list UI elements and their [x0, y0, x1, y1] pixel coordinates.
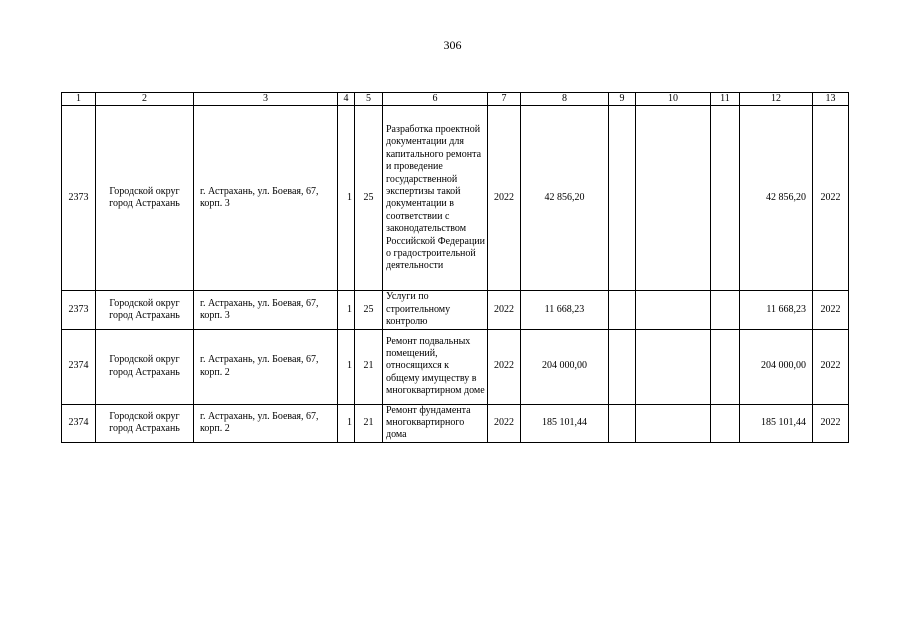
cell-address: г. Астрахань, ул. Боевая, 67, корп. 3	[194, 106, 338, 291]
cell-col10	[636, 404, 711, 442]
column-header: 7	[488, 93, 521, 106]
cell-col9	[609, 106, 636, 291]
cell-address: г. Астрахань, ул. Боевая, 67, корп. 2	[194, 329, 338, 404]
cell-municipality: Городской округ город Астрахань	[96, 329, 194, 404]
table-row	[62, 106, 849, 291]
cell-col9	[609, 291, 636, 329]
cell-col12: 204 000,00	[740, 329, 813, 404]
cell-col10	[636, 291, 711, 329]
cell-col4: 1	[338, 291, 355, 329]
cell-col5: 21	[355, 329, 383, 404]
cell-work-type: Ремонт фундамента многоквартирного дома	[383, 404, 488, 442]
column-header: 3	[194, 93, 338, 106]
cell-col9	[609, 329, 636, 404]
cell-col13: 2022	[813, 329, 849, 404]
cell-col13: 2022	[813, 291, 849, 329]
cell-col5: 25	[355, 291, 383, 329]
cell-total: 204 000,00	[521, 329, 609, 404]
cell-col4: 1	[338, 404, 355, 442]
table-row	[62, 329, 849, 404]
cell-col5: 25	[355, 106, 383, 291]
column-header: 6	[383, 93, 488, 106]
column-header: 9	[609, 93, 636, 106]
cell-col5: 21	[355, 404, 383, 442]
column-header: 11	[711, 93, 740, 106]
cell-year: 2022	[488, 291, 521, 329]
column-header: 2	[96, 93, 194, 106]
cell-col12: 42 856,20	[740, 106, 813, 291]
cell-id: 2373	[62, 106, 96, 291]
cell-work-type: Ремонт подвальных помещений, относящихся к общему имуществу в многоквартирном доме	[383, 329, 488, 404]
cell-total: 11 668,23	[521, 291, 609, 329]
cell-col12: 185 101,44	[740, 404, 813, 442]
table-row	[62, 404, 849, 442]
cell-col11	[711, 329, 740, 404]
cell-col10	[636, 329, 711, 404]
page-number: 306	[443, 38, 462, 52]
cell-total: 42 856,20	[521, 106, 609, 291]
cell-col13: 2022	[813, 106, 849, 291]
header-row	[62, 93, 849, 106]
cell-col10	[636, 106, 711, 291]
column-header: 12	[740, 93, 813, 106]
cell-id: 2373	[62, 291, 96, 329]
cell-col13: 2022	[813, 404, 849, 442]
column-header: 10	[636, 93, 711, 106]
cell-col4: 1	[338, 329, 355, 404]
cell-municipality: Городской округ город Астрахань	[96, 404, 194, 442]
cell-address: г. Астрахань, ул. Боевая, 67, корп. 3	[194, 291, 338, 329]
cell-year: 2022	[488, 106, 521, 291]
cell-municipality: Городской округ город Астрахань	[96, 291, 194, 329]
cell-year: 2022	[488, 329, 521, 404]
cell-work-type: Разработка проектной документации для капитального ремонта и проведение государственной экспертизы такой документации в соответствии с законодательством Российской Федерации о градостроительной деятельности	[383, 106, 488, 291]
cell-id: 2374	[62, 404, 96, 442]
cell-municipality: Городской округ город Астрахань	[96, 106, 194, 291]
cell-total: 185 101,44	[521, 404, 609, 442]
registry-table	[61, 92, 849, 443]
cell-col4: 1	[338, 106, 355, 291]
cell-work-type: Услуги по строительному контролю	[383, 291, 488, 329]
table-row	[62, 291, 849, 329]
column-header: 13	[813, 93, 849, 106]
column-header: 1	[62, 93, 96, 106]
cell-id: 2374	[62, 329, 96, 404]
column-header: 8	[521, 93, 609, 106]
cell-address: г. Астрахань, ул. Боевая, 67, корп. 2	[194, 404, 338, 442]
column-header: 5	[355, 93, 383, 106]
cell-col12: 11 668,23	[740, 291, 813, 329]
cell-col11	[711, 404, 740, 442]
column-header: 4	[338, 93, 355, 106]
cell-col11	[711, 106, 740, 291]
cell-col9	[609, 404, 636, 442]
cell-col11	[711, 291, 740, 329]
cell-year: 2022	[488, 404, 521, 442]
